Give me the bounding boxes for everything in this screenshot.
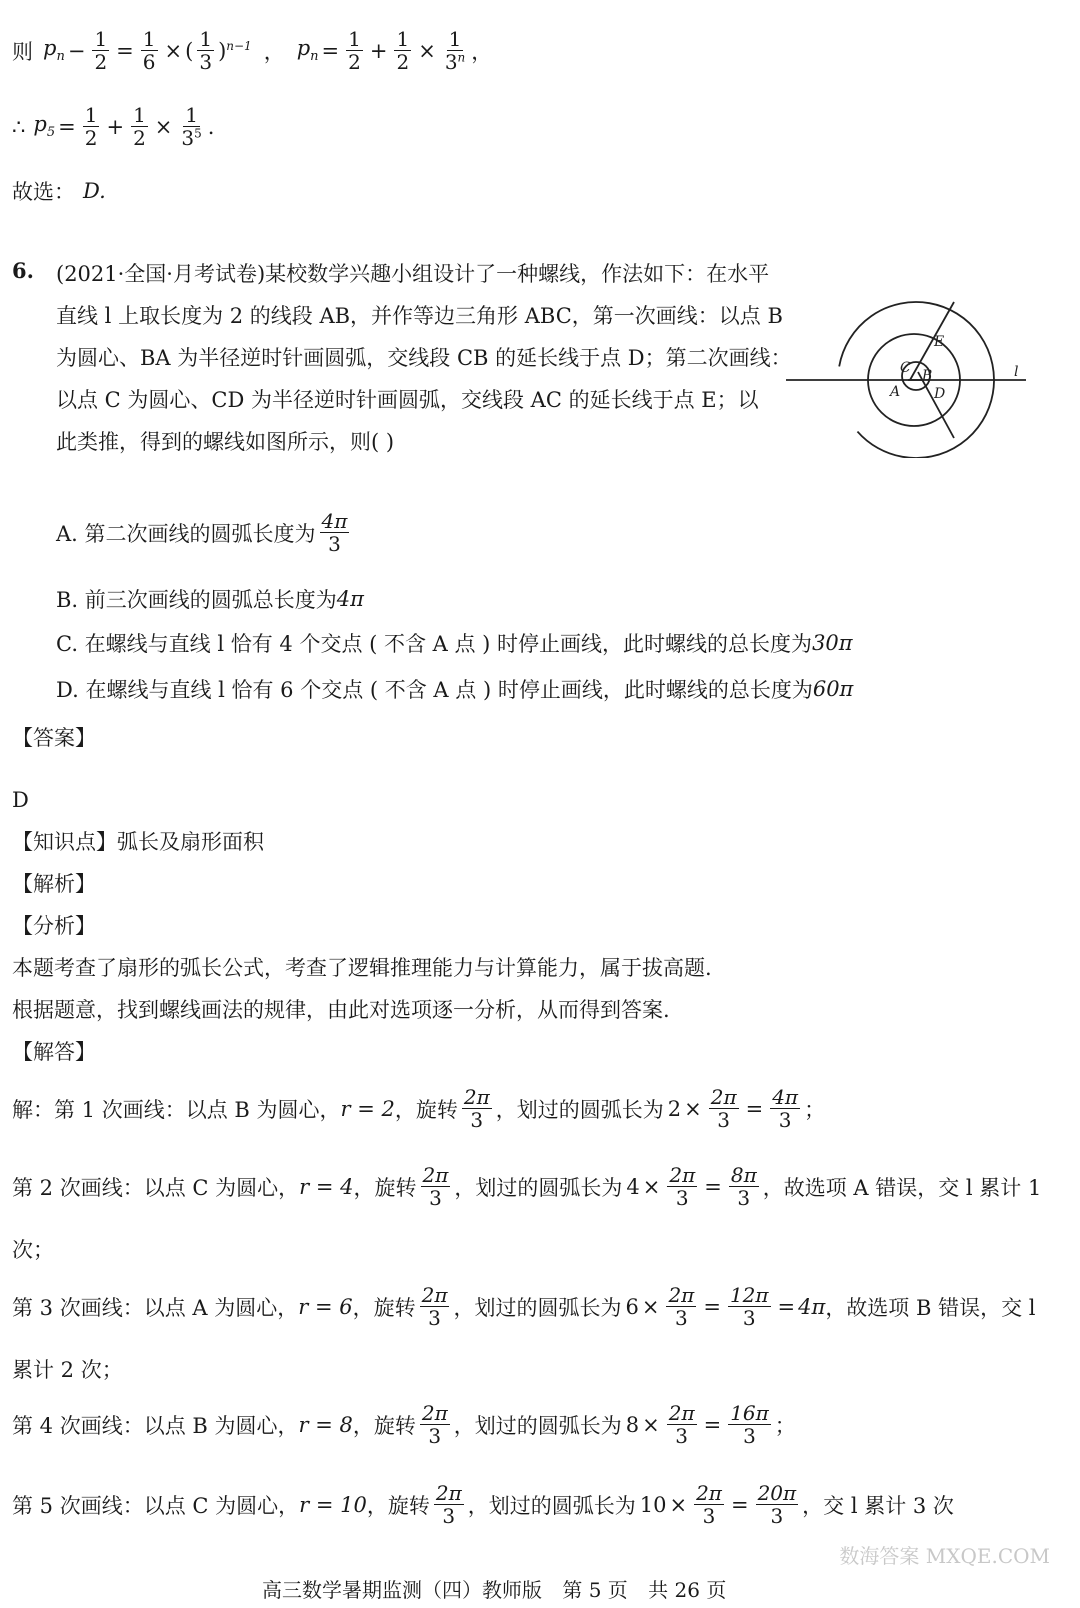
separator: ，: [263, 39, 285, 64]
jieda-label: 【解答】: [12, 1040, 96, 1064]
question-text-line-4: 以点 C 为圆心、CD 为半径逆时针画圆弧，交线段 AC 的延长线于点 E；以: [56, 388, 759, 412]
pn-symbol: $p_n$: [43, 36, 65, 65]
choose-answer: D.: [83, 179, 106, 203]
solution-step-2-cont: 次；: [12, 1238, 54, 1262]
fenxi-label: 【分析】: [12, 914, 96, 938]
paren-close: )$^{n-1}$: [218, 38, 252, 63]
pn-symbol-2: $p_n$: [296, 36, 319, 65]
footer-page: 第 5 页: [562, 1578, 628, 1602]
analysis-label: 【解析】: [12, 872, 96, 896]
fraction-1-2: $\frac{1}{2}$: [94, 27, 108, 74]
label-l: l: [1014, 364, 1019, 380]
label-c: C: [900, 360, 911, 376]
solution-step-1: 解：第 1 次画线：以点 B 为圆心， r = 2 ，旋转 $\frac{2\pi}{3}$ ，划过的圆弧长为 2 × $\frac{2\pi}{3}$ = $\frac{4\pi}{3}$ ；: [12, 1085, 826, 1132]
therefore-symbol: ∴: [12, 114, 26, 139]
then-label: 则: [12, 39, 33, 64]
question-text-line-2: 直线 l 上取长度为 2 的线段 AB，并作等边三角形 ABC，第一次画线：以点 B: [56, 304, 783, 328]
fenxi-text-1: 本题考查了扇形的弧长公式，考查了逻辑推理能力与计算能力，属于拔高题.: [12, 956, 712, 980]
solution-step-3: 第 3 次画线：以点 A 为圆心， r = 6 ，旋转 $\frac{2\pi}{3}$ ，划过的圆弧长为 6 × $\frac{2\pi}{3}$ = $\frac{12\pi}{3}$ = 4π ，故选项 B 错误，交 l: [12, 1283, 1036, 1330]
label-b: B: [922, 368, 933, 384]
fraction-1-6: $\frac{1}{6}$: [142, 27, 156, 74]
minus-sign: −: [67, 38, 86, 63]
page-footer: [262, 1574, 740, 1603]
option-a: A. 第二次画线的圆弧长度为 $\frac{4\pi}{3}$: [56, 509, 348, 556]
label-e: E: [934, 334, 945, 350]
option-b: B. 前三次画线的圆弧总长度为 4π: [56, 587, 364, 612]
fraction-1-3-5: $\frac{1}{3^5}$: [181, 103, 202, 150]
solution-step-4: 第 4 次画线：以点 B 为圆心， r = 8 ，旋转 $\frac{2\pi}{3}$ ，划过的圆弧长为 8 × $\frac{2\pi}{3}$ = $\frac{16\pi}{3}$ ；: [12, 1401, 796, 1448]
footer-title: 高三数学暑期监测（四）教师版: [262, 1578, 542, 1602]
formula-p5-line: ∴ $p_5$ = $\frac{1}{2}$ + $\frac{1}{2}$ × $\frac{1}{3^5}$ .: [12, 103, 215, 150]
outer-arc: [826, 290, 1007, 458]
formula-pn-line: 则 $p_n$ − $\frac{1}{2}$ = $\frac{1}{6}$ × ( $\frac{1}{3}$ )$^{n-1}$ ， $p_n$ = $\frac{1}{2}$ + $\frac{1}{2}$ × $\frac{1}{3^n}$ ，: [12, 27, 493, 74]
equals-sign: =: [116, 38, 134, 63]
knowledge-line: 【知识点】 弧长及扇形面积: [12, 830, 264, 854]
choose-line: [12, 176, 106, 206]
footer-total: 共 26 页: [648, 1578, 727, 1602]
watermark: 数海答案 MXQE.COM: [839, 1544, 1050, 1568]
solution-step-5: 第 5 次画线：以点 C 为圆心， r = 10 ，旋转 $\frac{2\pi}{3}$ ，划过的圆弧长为 10 × $\frac{2\pi}{3}$ = $\frac{20\pi}{3}$ ，交 l 累计 3 次: [12, 1481, 954, 1528]
spiral-figure: [786, 288, 1036, 458]
question-text-line-5: 此类推，得到的螺线如图所示，则( ): [56, 430, 395, 454]
solution-step-2: 第 2 次画线：以点 C 为圆心， r = 4 ，旋转 $\frac{2\pi}{3}$ ，划过的圆弧长为 4 × $\frac{2\pi}{3}$ = $\frac{8\pi}{3}$ ，故选项 A 错误，交 l 累计 1: [12, 1163, 1042, 1210]
answer-label: 【答案】: [12, 726, 96, 750]
label-a: A: [890, 384, 901, 400]
label-d: D: [934, 386, 946, 402]
question-text-line-3: 为圆心、BA 为半径逆时针画圆弧，交线段 CB 的延长线于点 D；第二次画线：: [56, 346, 792, 370]
fenxi-text-2: 根据题意，找到螺线画法的规律，由此对选项逐一分析，从而得到答案.: [12, 998, 670, 1022]
solution-step-3-cont: 累计 2 次；: [12, 1358, 123, 1382]
answer-value: D: [12, 788, 29, 812]
p5-symbol: $p_5$: [33, 112, 56, 141]
fraction-1-3n: $\frac{1}{3^n}$: [444, 27, 466, 74]
fraction-1-3: $\frac{1}{3}$: [199, 27, 213, 74]
question-number: 6.: [12, 258, 34, 283]
question-text-line-1: (2021·全国·月考试卷)某校数学兴趣小组设计了一种螺线，作法如下：在水平: [56, 262, 770, 286]
option-c: C. 在螺线与直线 l 恰有 4 个交点 ( 不含 A 点 ) 时停止画线，此时螺线的总长度为 30π: [56, 631, 853, 656]
paren-open: (: [185, 38, 194, 63]
option-a-fraction: $\frac{4\pi}{3}$: [321, 509, 348, 556]
option-d: D. 在螺线与直线 l 恰有 6 个交点 ( 不含 A 点 ) 时停止画线，此时螺线的总长度为 60π: [56, 677, 854, 702]
times-sign: ×: [164, 38, 183, 63]
choose-label: 故选：: [12, 180, 75, 204]
